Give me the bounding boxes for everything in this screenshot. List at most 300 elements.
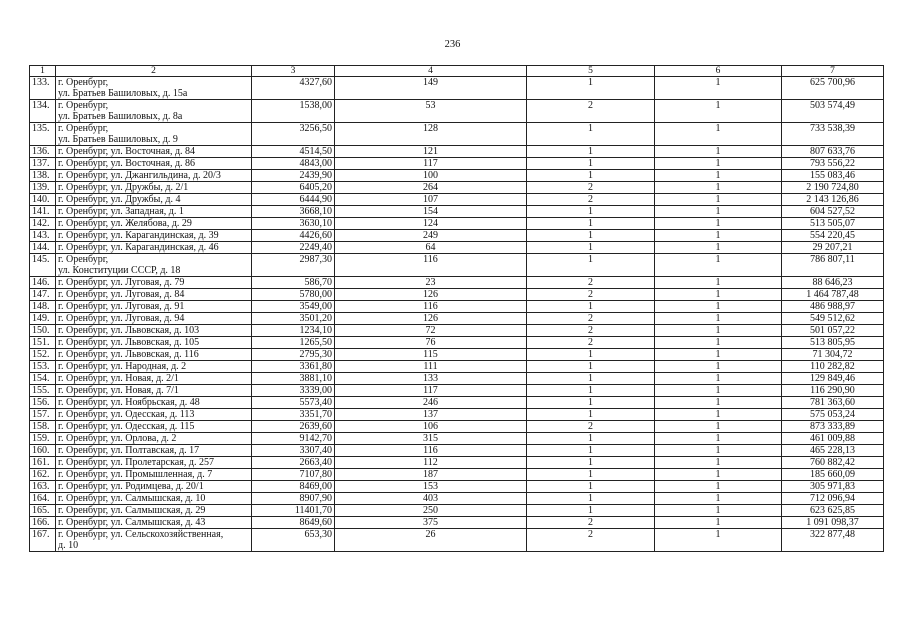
column-5-cell: 1 bbox=[527, 409, 655, 421]
column-5-cell: 1 bbox=[527, 170, 655, 182]
cost-cell: 554 220,45 bbox=[782, 230, 884, 242]
area-cell: 2987,30 bbox=[252, 254, 335, 277]
table-row bbox=[30, 493, 884, 505]
table-row bbox=[30, 77, 884, 100]
row-number-cell: 147. bbox=[30, 289, 56, 301]
cost-cell: 88 646,23 bbox=[782, 277, 884, 289]
address-cell bbox=[56, 146, 252, 158]
column-5-cell: 1 bbox=[527, 254, 655, 277]
column-6-cell: 1 bbox=[655, 289, 782, 301]
residents-cell: 76 bbox=[335, 337, 527, 349]
column-6-cell: 1 bbox=[655, 170, 782, 182]
address-line: г. Оренбург, ул. Салмышская, д. 29 bbox=[58, 505, 206, 516]
area-cell: 2439,90 bbox=[252, 170, 335, 182]
table-row bbox=[30, 146, 884, 158]
residents-cell: 72 bbox=[335, 325, 527, 337]
area-cell: 7107,80 bbox=[252, 469, 335, 481]
column-6-cell: 1 bbox=[655, 325, 782, 337]
row-number-cell: 162. bbox=[30, 469, 56, 481]
area-cell: 2639,60 bbox=[252, 421, 335, 433]
cost-cell: 155 083,46 bbox=[782, 170, 884, 182]
address-cell bbox=[56, 337, 252, 349]
table-row bbox=[30, 505, 884, 517]
row-number-cell: 134. bbox=[30, 100, 56, 123]
column-5-cell: 1 bbox=[527, 146, 655, 158]
table-row bbox=[30, 182, 884, 194]
cost-cell: 575 053,24 bbox=[782, 409, 884, 421]
column-5-cell: 1 bbox=[527, 385, 655, 397]
table-row bbox=[30, 373, 884, 385]
column-5-cell: 1 bbox=[527, 445, 655, 457]
address-line: г. Оренбург, bbox=[58, 254, 109, 265]
row-number-cell: 139. bbox=[30, 182, 56, 194]
address-cell bbox=[56, 421, 252, 433]
cost-cell: 786 807,11 bbox=[782, 254, 884, 277]
area-cell: 3630,10 bbox=[252, 218, 335, 230]
column-5-cell: 1 bbox=[527, 505, 655, 517]
table-row bbox=[30, 254, 884, 277]
column-header: 3 bbox=[252, 66, 335, 77]
column-6-cell: 1 bbox=[655, 385, 782, 397]
address-line: г. Оренбург, ул. Желябова, д. 29 bbox=[58, 218, 192, 229]
cost-cell: 760 882,42 bbox=[782, 457, 884, 469]
area-cell: 3549,00 bbox=[252, 301, 335, 313]
residents-cell: 116 bbox=[335, 301, 527, 313]
area-cell: 653,30 bbox=[252, 529, 335, 552]
column-6-cell: 1 bbox=[655, 242, 782, 254]
column-5-cell: 1 bbox=[527, 397, 655, 409]
row-number-cell: 163. bbox=[30, 481, 56, 493]
address-line: ул. Братьев Башиловых, д. 8а bbox=[58, 111, 183, 122]
address-cell bbox=[56, 529, 252, 552]
column-5-cell: 2 bbox=[527, 313, 655, 325]
table-row bbox=[30, 194, 884, 206]
area-cell: 3256,50 bbox=[252, 123, 335, 146]
table-row bbox=[30, 337, 884, 349]
cost-cell: 793 556,22 bbox=[782, 158, 884, 170]
table-row bbox=[30, 469, 884, 481]
residents-cell: 375 bbox=[335, 517, 527, 529]
address-cell bbox=[56, 289, 252, 301]
address-line: г. Оренбург, ул. Восточная, д. 86 bbox=[58, 158, 196, 169]
residents-cell: 124 bbox=[335, 218, 527, 230]
column-5-cell: 1 bbox=[527, 373, 655, 385]
address-line: г. Оренбург, ул. Джангильдина, д. 20/3 bbox=[58, 170, 221, 181]
cost-cell: 501 057,22 bbox=[782, 325, 884, 337]
table-row bbox=[30, 445, 884, 457]
row-number-cell: 155. bbox=[30, 385, 56, 397]
row-number-cell: 140. bbox=[30, 194, 56, 206]
table-row bbox=[30, 289, 884, 301]
cost-cell: 513 505,07 bbox=[782, 218, 884, 230]
column-5-cell: 2 bbox=[527, 325, 655, 337]
area-cell: 5573,40 bbox=[252, 397, 335, 409]
address-cell bbox=[56, 445, 252, 457]
residents-cell: 187 bbox=[335, 469, 527, 481]
area-cell: 6444,90 bbox=[252, 194, 335, 206]
address-line: г. Оренбург, ул. Родимцева, д. 20/1 bbox=[58, 481, 204, 492]
cost-cell: 465 228,13 bbox=[782, 445, 884, 457]
address-line: г. Оренбург, ул. Дружбы, д. 4 bbox=[58, 194, 181, 205]
row-number-cell: 161. bbox=[30, 457, 56, 469]
column-5-cell: 1 bbox=[527, 469, 655, 481]
cost-cell: 513 805,95 bbox=[782, 337, 884, 349]
cost-cell: 110 282,82 bbox=[782, 361, 884, 373]
row-number-cell: 159. bbox=[30, 433, 56, 445]
table-row bbox=[30, 218, 884, 230]
address-line: г. Оренбург, bbox=[58, 100, 109, 111]
column-6-cell: 1 bbox=[655, 206, 782, 218]
residents-cell: 403 bbox=[335, 493, 527, 505]
residents-cell: 264 bbox=[335, 182, 527, 194]
column-5-cell: 2 bbox=[527, 529, 655, 552]
table-row bbox=[30, 517, 884, 529]
residents-cell: 126 bbox=[335, 289, 527, 301]
row-number-cell: 167. bbox=[30, 529, 56, 552]
residents-cell: 154 bbox=[335, 206, 527, 218]
address-cell bbox=[56, 206, 252, 218]
table-row bbox=[30, 277, 884, 289]
column-6-cell: 1 bbox=[655, 313, 782, 325]
address-cell bbox=[56, 385, 252, 397]
address-line: ул. Братьев Башиловых, д. 9 bbox=[58, 134, 178, 145]
column-5-cell: 1 bbox=[527, 481, 655, 493]
address-cell bbox=[56, 100, 252, 123]
address-cell bbox=[56, 397, 252, 409]
column-6-cell: 1 bbox=[655, 409, 782, 421]
header-row bbox=[30, 66, 884, 77]
row-number-cell: 133. bbox=[30, 77, 56, 100]
row-number-cell: 135. bbox=[30, 123, 56, 146]
address-line: г. Оренбург, bbox=[58, 77, 109, 88]
area-cell: 2795,30 bbox=[252, 349, 335, 361]
column-6-cell: 1 bbox=[655, 445, 782, 457]
column-5-cell: 1 bbox=[527, 457, 655, 469]
row-number-cell: 143. bbox=[30, 230, 56, 242]
table-row bbox=[30, 409, 884, 421]
residents-cell: 126 bbox=[335, 313, 527, 325]
address-line: г. Оренбург, ул. Промышленная, д. 7 bbox=[58, 469, 213, 480]
address-line: г. Оренбург, ул. Ноябрьская, д. 48 bbox=[58, 397, 200, 408]
address-cell bbox=[56, 254, 252, 277]
address-cell bbox=[56, 517, 252, 529]
column-5-cell: 1 bbox=[527, 493, 655, 505]
address-cell bbox=[56, 170, 252, 182]
address-line: г. Оренбург, ул. Львовская, д. 116 bbox=[58, 349, 199, 360]
address-line: г. Оренбург, ул. Карагандинская, д. 46 bbox=[58, 242, 219, 253]
column-5-cell: 1 bbox=[527, 433, 655, 445]
address-line: г. Оренбург, ул. Луговая, д. 91 bbox=[58, 301, 185, 312]
table-row bbox=[30, 433, 884, 445]
address-cell bbox=[56, 469, 252, 481]
row-number-cell: 151. bbox=[30, 337, 56, 349]
column-5-cell: 1 bbox=[527, 301, 655, 313]
address-cell bbox=[56, 349, 252, 361]
area-cell: 586,70 bbox=[252, 277, 335, 289]
column-5-cell: 2 bbox=[527, 337, 655, 349]
row-number-cell: 154. bbox=[30, 373, 56, 385]
residents-cell: 107 bbox=[335, 194, 527, 206]
residents-cell: 26 bbox=[335, 529, 527, 552]
area-cell: 5780,00 bbox=[252, 289, 335, 301]
row-number-cell: 160. bbox=[30, 445, 56, 457]
area-cell: 3361,80 bbox=[252, 361, 335, 373]
area-cell: 1538,00 bbox=[252, 100, 335, 123]
address-cell bbox=[56, 277, 252, 289]
residents-cell: 121 bbox=[335, 146, 527, 158]
cost-cell: 322 877,48 bbox=[782, 529, 884, 552]
column-6-cell: 1 bbox=[655, 397, 782, 409]
residents-cell: 315 bbox=[335, 433, 527, 445]
area-cell: 3881,10 bbox=[252, 373, 335, 385]
row-number-cell: 149. bbox=[30, 313, 56, 325]
residents-cell: 64 bbox=[335, 242, 527, 254]
area-cell: 11401,70 bbox=[252, 505, 335, 517]
table-row bbox=[30, 170, 884, 182]
row-number-cell: 138. bbox=[30, 170, 56, 182]
area-cell: 4843,00 bbox=[252, 158, 335, 170]
row-number-cell: 148. bbox=[30, 301, 56, 313]
area-cell: 3307,40 bbox=[252, 445, 335, 457]
address-line: ул. Братьев Башиловых, д. 15а bbox=[58, 88, 188, 99]
column-header: 6 bbox=[655, 66, 782, 77]
residents-cell: 100 bbox=[335, 170, 527, 182]
column-5-cell: 1 bbox=[527, 349, 655, 361]
address-line: г. Оренбург, ул. Львовская, д. 103 bbox=[58, 325, 200, 336]
row-number-cell: 166. bbox=[30, 517, 56, 529]
table-row bbox=[30, 313, 884, 325]
row-number-cell: 146. bbox=[30, 277, 56, 289]
area-cell: 8649,60 bbox=[252, 517, 335, 529]
column-6-cell: 1 bbox=[655, 182, 782, 194]
table-row bbox=[30, 397, 884, 409]
cost-cell: 503 574,49 bbox=[782, 100, 884, 123]
residents-cell: 153 bbox=[335, 481, 527, 493]
cost-cell: 807 633,76 bbox=[782, 146, 884, 158]
housing-registry-table bbox=[29, 65, 884, 552]
table-row bbox=[30, 385, 884, 397]
cost-cell: 1 464 787,48 bbox=[782, 289, 884, 301]
residents-cell: 149 bbox=[335, 77, 527, 100]
column-5-cell: 1 bbox=[527, 230, 655, 242]
area-cell: 3351,70 bbox=[252, 409, 335, 421]
cost-cell: 71 304,72 bbox=[782, 349, 884, 361]
column-6-cell: 1 bbox=[655, 218, 782, 230]
address-line: г. Оренбург, ул. Новая, д. 2/1 bbox=[58, 373, 179, 384]
column-6-cell: 1 bbox=[655, 277, 782, 289]
area-cell: 4327,60 bbox=[252, 77, 335, 100]
row-number-cell: 137. bbox=[30, 158, 56, 170]
table-row bbox=[30, 325, 884, 337]
table-row bbox=[30, 206, 884, 218]
column-5-cell: 1 bbox=[527, 123, 655, 146]
table-body bbox=[30, 77, 884, 552]
table-row bbox=[30, 100, 884, 123]
table-row bbox=[30, 123, 884, 146]
column-5-cell: 2 bbox=[527, 517, 655, 529]
address-cell bbox=[56, 361, 252, 373]
address-line: г. Оренбург, ул. Орлова, д. 2 bbox=[58, 433, 177, 444]
table-row bbox=[30, 230, 884, 242]
column-5-cell: 1 bbox=[527, 77, 655, 100]
cost-cell: 461 009,88 bbox=[782, 433, 884, 445]
row-number-cell: 142. bbox=[30, 218, 56, 230]
column-6-cell: 1 bbox=[655, 493, 782, 505]
column-5-cell: 2 bbox=[527, 182, 655, 194]
table-row bbox=[30, 529, 884, 552]
table-row bbox=[30, 301, 884, 313]
address-cell bbox=[56, 218, 252, 230]
column-6-cell: 1 bbox=[655, 433, 782, 445]
column-6-cell: 1 bbox=[655, 301, 782, 313]
cost-cell: 873 333,89 bbox=[782, 421, 884, 433]
column-6-cell: 1 bbox=[655, 457, 782, 469]
residents-cell: 115 bbox=[335, 349, 527, 361]
column-5-cell: 2 bbox=[527, 289, 655, 301]
residents-cell: 250 bbox=[335, 505, 527, 517]
cost-cell: 781 363,60 bbox=[782, 397, 884, 409]
area-cell: 2249,40 bbox=[252, 242, 335, 254]
column-5-cell: 2 bbox=[527, 100, 655, 123]
residents-cell: 111 bbox=[335, 361, 527, 373]
area-cell: 4514,50 bbox=[252, 146, 335, 158]
column-5-cell: 2 bbox=[527, 194, 655, 206]
area-cell: 8907,90 bbox=[252, 493, 335, 505]
table-row bbox=[30, 481, 884, 493]
column-6-cell: 1 bbox=[655, 529, 782, 552]
cost-cell: 2 143 126,86 bbox=[782, 194, 884, 206]
table-row bbox=[30, 242, 884, 254]
column-header: 1 bbox=[30, 66, 56, 77]
column-6-cell: 1 bbox=[655, 254, 782, 277]
column-5-cell: 1 bbox=[527, 242, 655, 254]
address-cell bbox=[56, 433, 252, 445]
address-line: г. Оренбург, ул. Луговая, д. 79 bbox=[58, 277, 185, 288]
column-6-cell: 1 bbox=[655, 194, 782, 206]
residents-cell: 23 bbox=[335, 277, 527, 289]
column-6-cell: 1 bbox=[655, 100, 782, 123]
residents-cell: 128 bbox=[335, 123, 527, 146]
address-line: г. Оренбург, ул. Одесская, д. 113 bbox=[58, 409, 195, 420]
address-line: г. Оренбург, ул. Новая, д. 7/1 bbox=[58, 385, 179, 396]
address-line: г. Оренбург, ул. Карагандинская, д. 39 bbox=[58, 230, 219, 241]
row-number-cell: 136. bbox=[30, 146, 56, 158]
cost-cell: 129 849,46 bbox=[782, 373, 884, 385]
column-header: 7 bbox=[782, 66, 884, 77]
cost-cell: 625 700,96 bbox=[782, 77, 884, 100]
address-cell bbox=[56, 409, 252, 421]
column-6-cell: 1 bbox=[655, 158, 782, 170]
residents-cell: 116 bbox=[335, 445, 527, 457]
column-5-cell: 2 bbox=[527, 421, 655, 433]
row-number-cell: 153. bbox=[30, 361, 56, 373]
address-line: г. Оренбург, ул. Сельскохозяйственная, bbox=[58, 529, 224, 540]
cost-cell: 1 091 098,37 bbox=[782, 517, 884, 529]
area-cell: 3668,10 bbox=[252, 206, 335, 218]
row-number-cell: 157. bbox=[30, 409, 56, 421]
residents-cell: 116 bbox=[335, 254, 527, 277]
column-6-cell: 1 bbox=[655, 123, 782, 146]
residents-cell: 117 bbox=[335, 385, 527, 397]
area-cell: 2663,40 bbox=[252, 457, 335, 469]
cost-cell: 2 190 724,80 bbox=[782, 182, 884, 194]
residents-cell: 106 bbox=[335, 421, 527, 433]
column-6-cell: 1 bbox=[655, 146, 782, 158]
column-header: 4 bbox=[335, 66, 527, 77]
cost-cell: 29 207,21 bbox=[782, 242, 884, 254]
table-row bbox=[30, 421, 884, 433]
column-6-cell: 1 bbox=[655, 421, 782, 433]
cost-cell: 185 660,09 bbox=[782, 469, 884, 481]
residents-cell: 133 bbox=[335, 373, 527, 385]
column-header: 2 bbox=[56, 66, 252, 77]
row-number-cell: 152. bbox=[30, 349, 56, 361]
row-number-cell: 158. bbox=[30, 421, 56, 433]
address-line: г. Оренбург, ул. Львовская, д. 105 bbox=[58, 337, 200, 348]
row-number-cell: 145. bbox=[30, 254, 56, 277]
column-6-cell: 1 bbox=[655, 505, 782, 517]
address-cell bbox=[56, 373, 252, 385]
column-5-cell: 2 bbox=[527, 277, 655, 289]
column-6-cell: 1 bbox=[655, 481, 782, 493]
area-cell: 3501,20 bbox=[252, 313, 335, 325]
address-line: г. Оренбург, ул. Одесская, д. 115 bbox=[58, 421, 195, 432]
address-cell bbox=[56, 230, 252, 242]
cost-cell: 733 538,39 bbox=[782, 123, 884, 146]
address-line: г. Оренбург, ул. Дружбы, д. 2/1 bbox=[58, 182, 189, 193]
cost-cell: 549 512,62 bbox=[782, 313, 884, 325]
row-number-cell: 164. bbox=[30, 493, 56, 505]
area-cell: 4426,60 bbox=[252, 230, 335, 242]
row-number-cell: 156. bbox=[30, 397, 56, 409]
address-cell bbox=[56, 77, 252, 100]
area-cell: 6405,20 bbox=[252, 182, 335, 194]
residents-cell: 53 bbox=[335, 100, 527, 123]
address-cell bbox=[56, 194, 252, 206]
address-line: д. 10 bbox=[58, 540, 79, 551]
column-6-cell: 1 bbox=[655, 517, 782, 529]
area-cell: 9142,70 bbox=[252, 433, 335, 445]
area-cell: 3339,00 bbox=[252, 385, 335, 397]
column-5-cell: 1 bbox=[527, 206, 655, 218]
column-6-cell: 1 bbox=[655, 349, 782, 361]
row-number-cell: 144. bbox=[30, 242, 56, 254]
cost-cell: 604 527,52 bbox=[782, 206, 884, 218]
cost-cell: 712 096,94 bbox=[782, 493, 884, 505]
cost-cell: 623 625,85 bbox=[782, 505, 884, 517]
address-line: г. Оренбург, ул. Народная, д. 2 bbox=[58, 361, 187, 372]
address-cell bbox=[56, 493, 252, 505]
address-cell bbox=[56, 123, 252, 146]
residents-cell: 117 bbox=[335, 158, 527, 170]
residents-cell: 112 bbox=[335, 457, 527, 469]
address-cell bbox=[56, 182, 252, 194]
column-5-cell: 1 bbox=[527, 158, 655, 170]
column-6-cell: 1 bbox=[655, 337, 782, 349]
table-row bbox=[30, 361, 884, 373]
column-5-cell: 1 bbox=[527, 361, 655, 373]
column-5-cell: 1 bbox=[527, 218, 655, 230]
address-line: г. Оренбург, ул. Луговая, д. 94 bbox=[58, 313, 185, 324]
page-number: 236 bbox=[444, 39, 461, 50]
area-cell: 1234,10 bbox=[252, 325, 335, 337]
residents-cell: 137 bbox=[335, 409, 527, 421]
address-cell bbox=[56, 481, 252, 493]
table-row bbox=[30, 349, 884, 361]
address-cell bbox=[56, 325, 252, 337]
address-line: г. Оренбург, ул. Восточная, д. 84 bbox=[58, 146, 196, 157]
row-number-cell: 141. bbox=[30, 206, 56, 218]
